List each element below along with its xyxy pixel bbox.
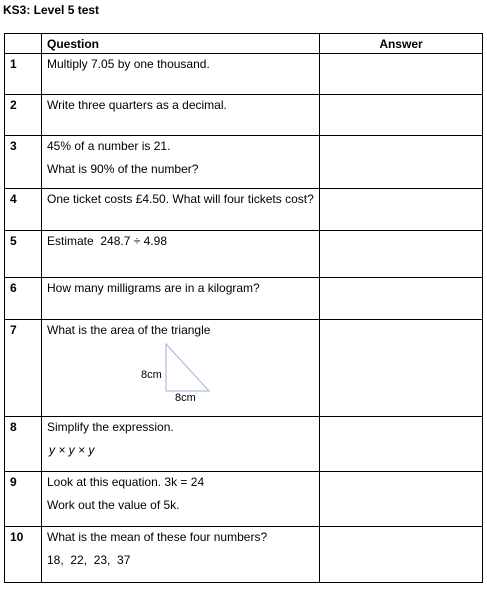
question-row-4 bbox=[5, 189, 483, 231]
question-row-8 bbox=[5, 417, 483, 472]
question-number: 2 bbox=[5, 95, 42, 136]
triangle-height-label: 8cm bbox=[141, 369, 162, 381]
question-row-10 bbox=[5, 527, 483, 583]
question-line: Write three quarters as a decimal. bbox=[47, 98, 227, 112]
answer-column-header: Answer bbox=[320, 34, 483, 54]
question-column-header: Question bbox=[42, 34, 320, 54]
answer-cell[interactable] bbox=[320, 231, 483, 278]
answer-cell[interactable] bbox=[320, 472, 483, 527]
question-text bbox=[42, 136, 320, 189]
question-text bbox=[42, 472, 320, 527]
question-number: 7 bbox=[5, 320, 42, 417]
question-line: How many milligrams are in a kilogram? bbox=[47, 281, 260, 295]
triangle-base-label: 8cm bbox=[175, 392, 196, 404]
question-number: 1 bbox=[5, 54, 42, 95]
question-line: Work out the value of 5k. bbox=[47, 498, 180, 512]
triangle-diagram bbox=[47, 337, 314, 407]
question-text bbox=[42, 527, 320, 583]
question-line: Estimate 248.7 ÷ 4.98 bbox=[47, 234, 167, 248]
page-title: KS3: Level 5 test bbox=[3, 3, 100, 17]
question-number: 6 bbox=[5, 278, 42, 320]
table-header-row bbox=[5, 34, 483, 54]
question-text bbox=[42, 417, 320, 472]
question-line: 45% of a number is 21. bbox=[47, 139, 171, 153]
question-line: What is the area of the triangle bbox=[47, 323, 211, 337]
answer-cell[interactable] bbox=[320, 417, 483, 472]
question-line: y × y × y bbox=[49, 443, 95, 457]
question-row-1 bbox=[5, 54, 483, 95]
test-table bbox=[4, 33, 483, 583]
question-number: 3 bbox=[5, 136, 42, 189]
question-text bbox=[42, 54, 320, 95]
question-line: What is the mean of these four numbers? bbox=[47, 530, 268, 544]
question-row-9 bbox=[5, 472, 483, 527]
answer-cell[interactable] bbox=[320, 189, 483, 231]
right-triangle-shape bbox=[147, 344, 197, 396]
question-number: 10 bbox=[5, 527, 42, 583]
question-row-3 bbox=[5, 136, 483, 189]
question-text bbox=[42, 95, 320, 136]
question-line: One ticket costs £4.50. What will four tickets cost? bbox=[47, 192, 314, 206]
question-line: Multiply 7.05 by one thousand. bbox=[47, 57, 210, 71]
question-number: 9 bbox=[5, 472, 42, 527]
triangle-outline bbox=[166, 344, 209, 391]
question-text bbox=[42, 231, 320, 278]
answer-cell[interactable] bbox=[320, 527, 483, 583]
question-row-7 bbox=[5, 320, 483, 417]
answer-cell[interactable] bbox=[320, 95, 483, 136]
question-row-2 bbox=[5, 95, 483, 136]
answer-cell[interactable] bbox=[320, 136, 483, 189]
question-line: Simplify the expression. bbox=[47, 420, 174, 434]
question-line: What is 90% of the number? bbox=[47, 162, 199, 176]
question-number: 5 bbox=[5, 231, 42, 278]
question-text bbox=[42, 320, 320, 417]
answer-cell[interactable] bbox=[320, 54, 483, 95]
answer-cell[interactable] bbox=[320, 278, 483, 320]
answer-cell[interactable] bbox=[320, 320, 483, 417]
question-row-6 bbox=[5, 278, 483, 320]
question-line: Look at this equation. 3k = 24 bbox=[47, 475, 205, 489]
question-line: 18, 22, 23, 37 bbox=[47, 553, 131, 567]
number-column-header bbox=[5, 34, 42, 54]
question-text bbox=[42, 278, 320, 320]
question-row-5 bbox=[5, 231, 483, 278]
question-number: 4 bbox=[5, 189, 42, 231]
question-number: 8 bbox=[5, 417, 42, 472]
question-text bbox=[42, 189, 320, 231]
